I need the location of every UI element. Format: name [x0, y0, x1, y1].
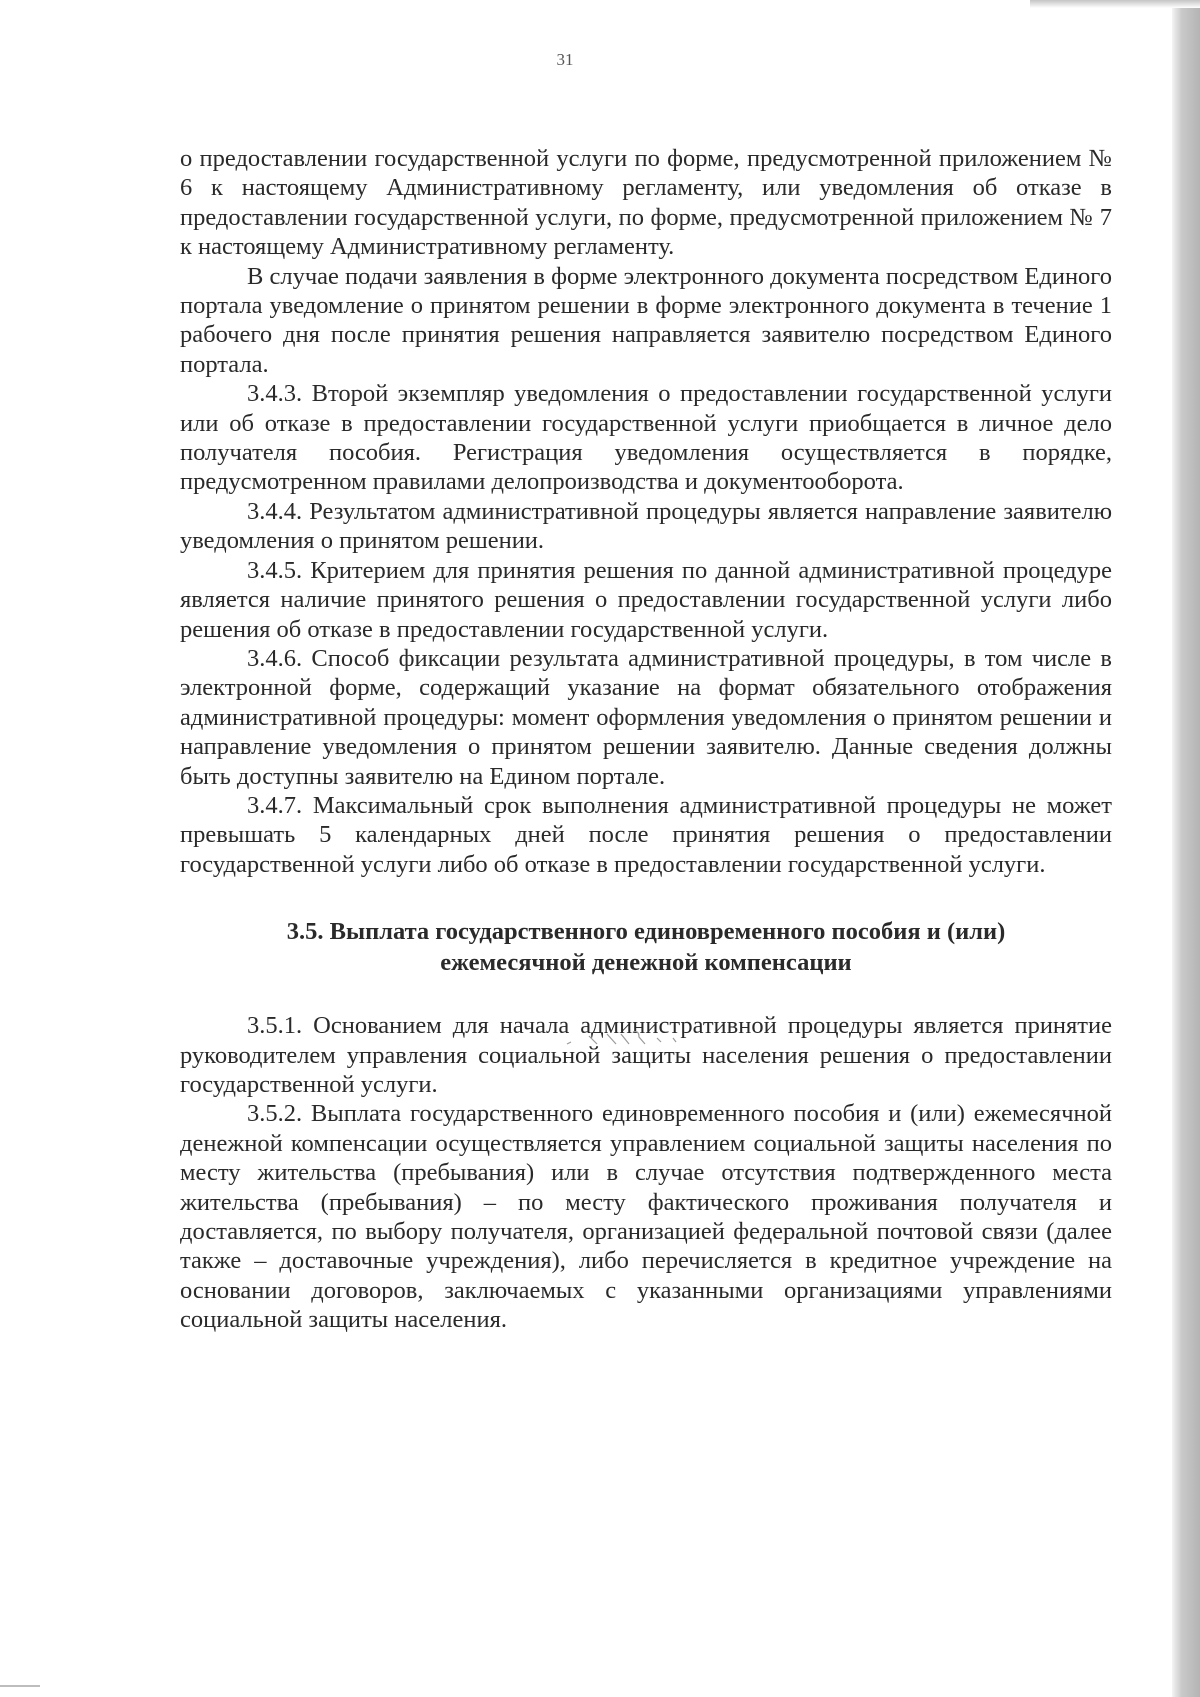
paragraph-3-4-3: 3.4.3. Второй экземпляр уведомления о предоставлении государственной услуги или об отказе в предоставлении государственной услуги приобщается в личное дело получателя пособия. Регистрация уведомления осуществляется в порядке, предусмотренном правилами делопроизводства и документооборота.	[180, 380, 1112, 496]
scan-top-shadow	[1030, 0, 1200, 8]
scan-bottom-mark	[0, 1685, 40, 1687]
paragraph-3-4-4: 3.4.4. Результатом административной процедуры является направление заявителю уведомления о принятом решении.	[180, 497, 1112, 555]
section-heading	[180, 916, 1112, 978]
paragraph-3-4-6: 3.4.6. Способ фиксации результата административной процедуры, в том числе в электронной форме, содержащий указание на формат обязательного отображения административной процедуры: момент оформления уведомления о принятом решении и направление уведомления о принятом решении заявителю. Данные сведения должны быть доступны заявителю на Едином портале.	[180, 644, 1112, 790]
paragraph-electronic-notice: В случае подачи заявления в форме электронного документа посредством Единого портала уведомление о принятом решении в форме электронного документа в течение 1 рабочего дня после принятия решения направляется заявителю посредством Единого портала.	[180, 262, 1112, 378]
document-body	[180, 144, 1112, 1335]
section-heading-line-1: 3.5. Выплата государственного единовременного пособия и (или)	[286, 918, 1006, 946]
paragraph-3-5-1: 3.5.1. Основанием для начала административной процедуры является принятие руководителем управления социальной защиты населения решения о предоставлении государственной услуги.	[180, 1012, 1112, 1098]
paragraph-3-4-7: 3.4.7. Максимальный срок выполнения административной процедуры не может превышать 5 календарных дней после принятия решения о предоставлении государственной услуги либо об отказе в предоставлении государственной услуги.	[180, 791, 1112, 878]
paragraph-continuation: о предоставлении государственной услуги по форме, предусмотренной приложением № 6 к настоящему Административному регламенту, или уведомления об отказе в предоставлении государственной услуги, по форме, предусмотренной приложением № 7 к настоящему Административному регламенту.	[180, 145, 1112, 261]
pen-scribble-mark	[565, 1026, 735, 1056]
paragraph-3-5-2: 3.5.2. Выплата государственного единовременного пособия и (или) ежемесячной денежной компенсации осуществляется управлением социальной защиты населения по месту жительства (пребывания) или в случае отсутствия подтвержденного места жительства (пребывания) – по месту фактического проживания получателя и доставляется, по выбору получателя, организацией федеральной почтовой связи (далее также – доставочные учреждения), либо перечисляется в кредитное учреждение на основании договоров, заключаемых с указанными организациями управлениями социальной защиты населения.	[180, 1100, 1112, 1334]
page-number: 31	[556, 50, 574, 69]
scan-edge-shadow	[1172, 0, 1200, 1697]
section-heading-line-2: ежемесячной денежной компенсации	[440, 949, 852, 977]
paragraph-3-4-5: 3.4.5. Критерием для принятия решения по данной административной процедуре является наличие принятого решения о предоставлении государственной услуги либо решения об отказе в предоставлении государственной услуги.	[180, 556, 1112, 643]
